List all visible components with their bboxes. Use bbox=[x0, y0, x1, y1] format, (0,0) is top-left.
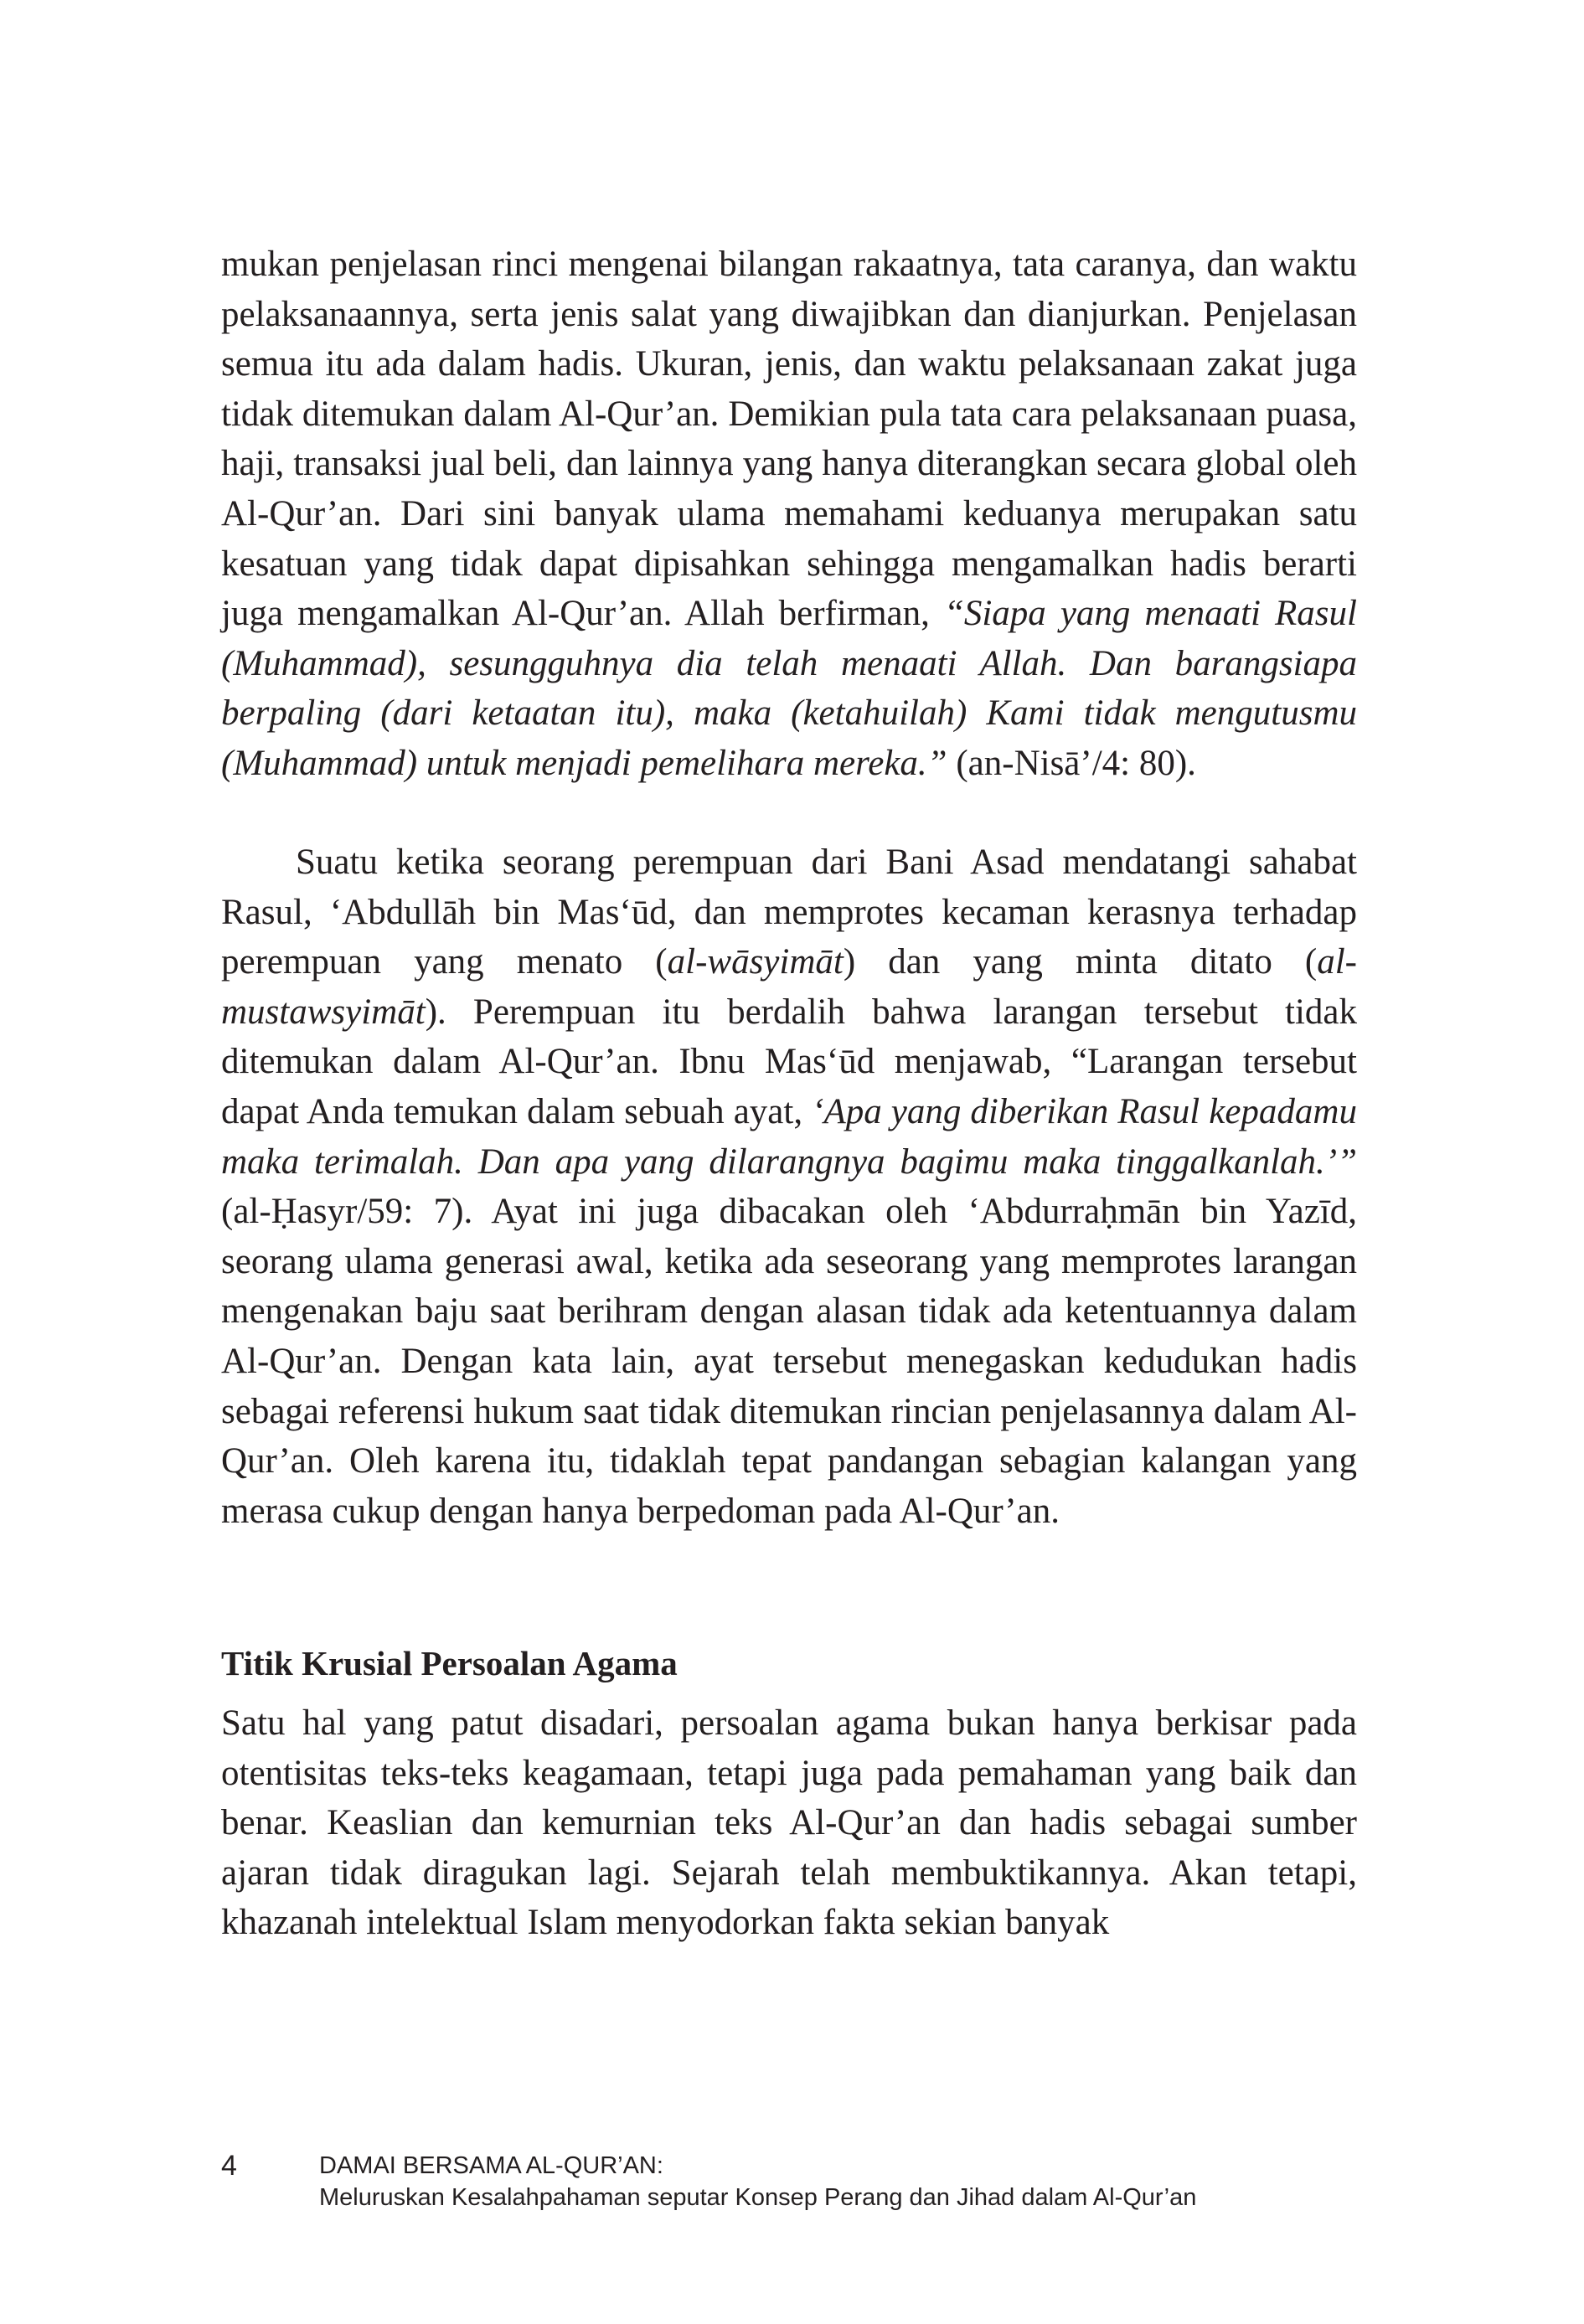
paragraph bbox=[221, 837, 1357, 1536]
text-run: (an-Nisā’/4: 80). bbox=[947, 743, 1196, 783]
text-run: ) dan yang minta ditato ( bbox=[843, 942, 1318, 982]
running-title: DAMAI BERSAMA AL-QUR’AN: bbox=[319, 2152, 663, 2179]
text-run: Satu hal yang patut disadari, persoalan agama bukan hanya berkisar pada otentisitas teks-teks keagamaan, tetapi juga pada pemahaman yang baik dan benar. Keaslian dan kemurnian teks Al-Qur’an dan hadis sebagai sumber ajaran tidak diragukan lagi. Sejarah telah membuktikannya. Akan tetapi, khazanah intelektual Islam menyodorkan fakta sekian banyak bbox=[221, 1703, 1357, 1943]
section-heading: Titik Krusial Persoalan Agama bbox=[221, 1644, 678, 1682]
page-number: 4 bbox=[221, 2150, 237, 2182]
text-run: mukan penjelasan rinci mengenai bilangan rakaatnya, tata caranya, dan waktu pelaksanaannya, serta jenis salat yang diwajibkan dan dianjurkan. Penjelasan semua itu ada dalam hadis. Ukuran, jenis, dan waktu pelaksanaan zakat juga tidak ditemukan dalam Al-Qur’an. Demikian pula tata cara pelaksanaan puasa, haji, transaksi jual beli, dan lainnya yang hanya diterangkan secara global oleh Al-Qur’an. Dari sini banyak ulama memahami keduanya merupakan satu kesatuan yang tidak dapat dipisahkan sehingga mengamalkan hadis berarti juga mengamalkan Al-Qur’an. Allah berfirman, bbox=[221, 245, 1357, 634]
text-run: ). Perempuan itu berdalih bahwa larangan tersebut tidak ditemukan dalam Al-Qur’an. Ibnu Mas‘ūd menjawab, “Larangan tersebut dapat Anda temukan dalam sebuah ayat, bbox=[221, 992, 1357, 1131]
text-run: Suatu ketika seorang perempuan dari Bani Asad mendatangi sahabat Rasul, ‘Abdullāh bin Mas‘ūd, dan memprotes kecaman kerasnya terhadap perempuan yang menato ( bbox=[221, 843, 1357, 982]
text-run: (al-Ḥasyr/59: 7). Ayat ini juga dibacakan oleh ‘Abdurraḥmān bin Yazīd, seorang ulama generasi awal, ketika ada seseorang yang memprotes larangan mengenakan baju saat berihram dengan alasan tidak ada ketentuannya dalam Al-Qur’an. Dengan kata lain, ayat tersebut menegaskan kedudukan hadis sebagai referensi hukum saat tidak ditemukan rincian penjelasannya dalam Al-Qur’an. Oleh karena itu, tidaklah tepat pandangan sebagian kalangan yang merasa cukup dengan hanya berpedoman pada Al-Qur’an. bbox=[221, 1192, 1357, 1531]
italic-term: al-wāsyimāt bbox=[667, 942, 844, 982]
quran-quote: ‘Apa yang diberikan Rasul kepadamu maka terimalah. Dan apa yang dilarangnya bagimu maka tinggalkanlah.’” bbox=[221, 1091, 1357, 1182]
running-subtitle: Meluruskan Kesalahpahaman seputar Konsep Perang dan Jihad dalam Al-Qur’an bbox=[319, 2184, 1197, 2211]
paragraph bbox=[221, 1698, 1357, 1948]
paragraph-continued bbox=[221, 240, 1357, 789]
quran-quote: “Siapa yang menaati Rasul (Muhammad), sesungguhnya dia telah menaati Allah. Dan barangsiapa berpaling (dari ketaatan itu), maka (ketahuilah) Kami tidak mengutusmu (Muhammad) untuk menjadi pemelihara mereka.” bbox=[221, 594, 1357, 783]
italic-term: al-mustawsyimāt bbox=[221, 942, 1357, 1032]
